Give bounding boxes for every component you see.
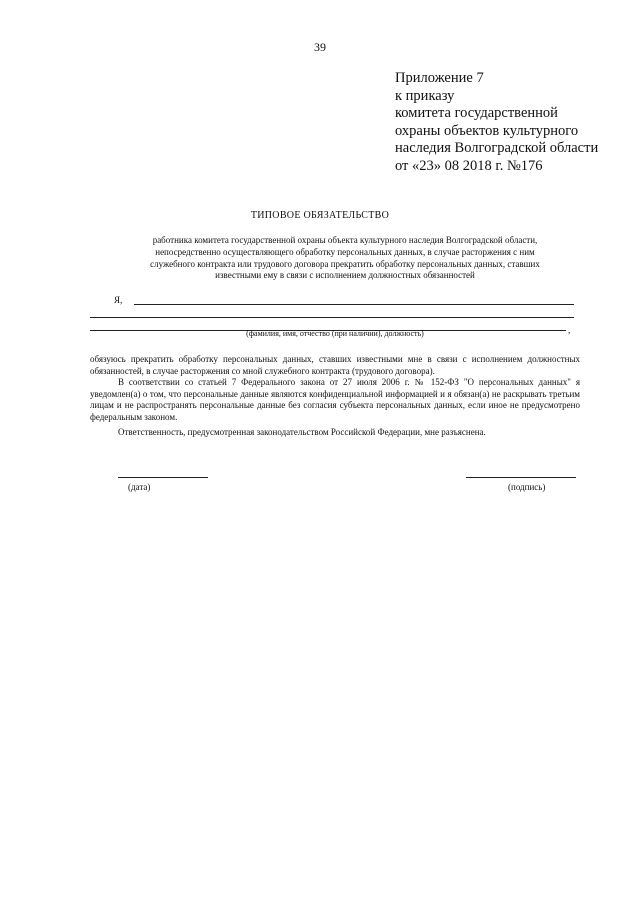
ya-label: Я, xyxy=(114,295,123,305)
subtitle-line: известными ему в связи с исполнением должностных обязанностей xyxy=(215,270,475,281)
document-title: ТИПОВОЕ ОБЯЗАТЕЛЬСТВО xyxy=(250,210,390,221)
page-number: 39 xyxy=(314,40,326,54)
subtitle-line: непосредственно осуществляющего обработку персональных данных, в случае расторжения с ним xyxy=(155,246,535,257)
subtitle-line: работника комитета государственной охраны объекта культурного наследия Волгоградской области, xyxy=(152,235,538,245)
date-line[interactable] xyxy=(118,477,208,478)
body-paragraph-1: обязуюсь прекратить обработку персональных данных, ставших известными мне в связи с исполнением должностных обязанностей, в случае расторжения со мной служебного контракта (трудового договора). xyxy=(90,354,580,376)
body-paragraph-3: Ответственность, предусмотренная законодательством Российской Федерации, мне разъяснена. xyxy=(118,426,486,437)
signature-line[interactable] xyxy=(466,477,576,478)
subtitle-line: служебного контракта или трудового договора прекратить обработку персональных данных, ставших xyxy=(150,258,540,269)
obligation-body xyxy=(90,354,580,438)
name-fill-line-2[interactable] xyxy=(90,317,574,318)
appendix-line: комитета государственной xyxy=(395,105,558,121)
appendix-line: от «23» 08 2018 г. №176 xyxy=(395,157,543,174)
date-label: (дата) xyxy=(128,482,151,492)
signature-label: (подпись) xyxy=(508,482,546,492)
appendix-header xyxy=(395,70,598,175)
name-fill-line-1[interactable] xyxy=(134,304,574,305)
line-end-comma: , xyxy=(568,325,571,335)
appendix-line: наследия Волгоградской области xyxy=(395,140,599,156)
appendix-line: охраны объектов культурного xyxy=(395,122,579,139)
body-paragraph-2: В соответствии со статьей 7 Федерального закона от 27 июля 2006 г. № 152-ФЗ "О персональных данных" я уведомлен(а) о том, что персональные данные являются конфиденциальной информацией и я обязан(а) не раскрывать третьим лицам и не распространять персональные данные без согласия субъекта персональных данных, если иное не предусмотрено федеральным законом. xyxy=(90,377,580,422)
document-subtitle xyxy=(95,235,595,282)
fio-caption: (фамилия, имя, отчество (при наличии), должность) xyxy=(246,329,424,338)
appendix-line: к приказу xyxy=(395,87,455,104)
appendix-line: Приложение 7 xyxy=(395,70,484,86)
